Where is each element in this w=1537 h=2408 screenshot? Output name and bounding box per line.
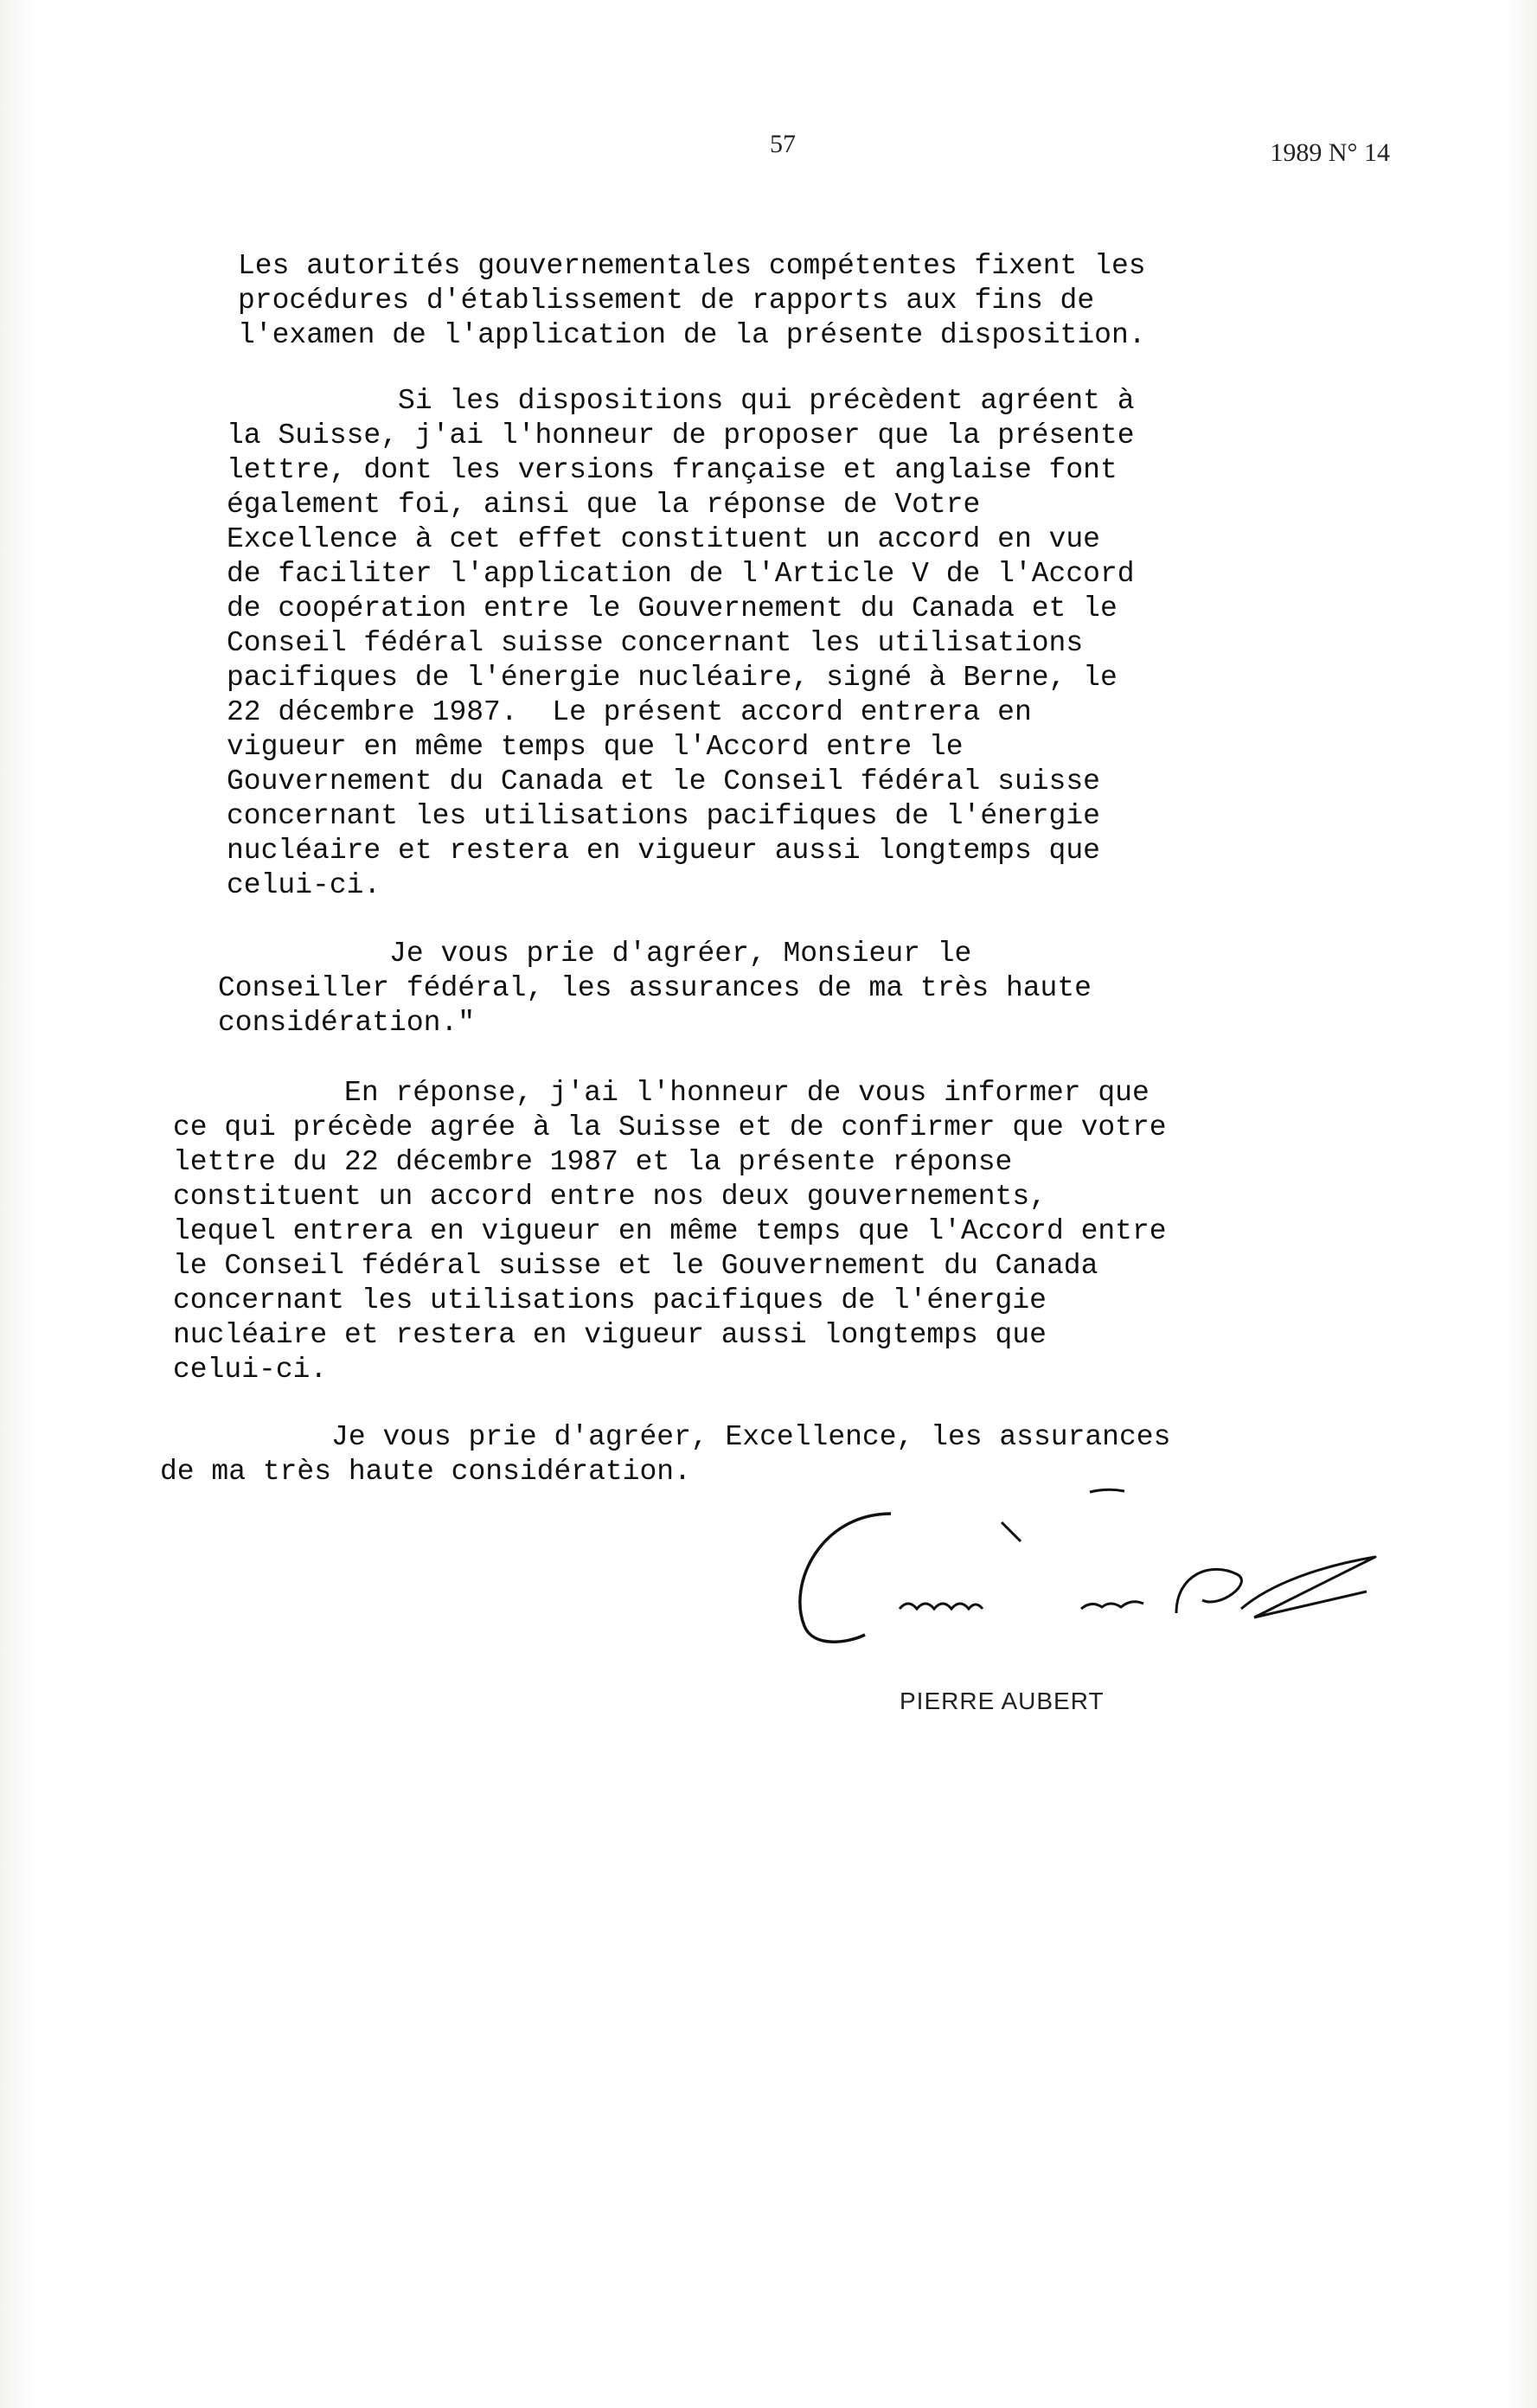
text-line: nucléaire et restera en vigueur aussi longtemps que: [227, 835, 1100, 867]
text-line: lequel entrera en vigueur en même temps que l'Accord entre: [173, 1215, 1167, 1247]
text-line: Excellence à cet effet constituent un accord en vue: [227, 523, 1100, 555]
text-line: procédures d'établissement de rapports aux fins de: [238, 285, 1095, 317]
paragraph-4: [173, 1076, 1167, 1387]
page-number: 57: [770, 130, 796, 158]
text-line: lettre, dont les versions française et anglaise font: [227, 454, 1118, 486]
text-line: Je vous prie d'agréer, Excellence, les assurances: [160, 1421, 1171, 1453]
text-line: de ma très haute considération.: [160, 1456, 691, 1488]
paragraph-1: [238, 249, 1146, 353]
text-line: de coopération entre le Gouvernement du Canada et le: [227, 592, 1118, 624]
paragraph-3: [218, 937, 1092, 1041]
text-line: Je vous prie d'agréer, Monsieur le: [218, 938, 972, 970]
text-line: pacifiques de l'énergie nucléaire, signé à Berne, le: [227, 662, 1118, 694]
text-line: celui-ci.: [227, 869, 381, 901]
text-line: En réponse, j'ai l'honneur de vous informer que: [173, 1077, 1150, 1109]
text-line: Gouvernement du Canada et le Conseil fédéral suisse: [227, 765, 1100, 797]
text-line: constituent un accord entre nos deux gouvernements,: [173, 1181, 1047, 1213]
text-line: considération.": [218, 1007, 476, 1039]
bleed-through-text: [1332, 796, 1505, 830]
text-line: de faciliter l'application de l'Article V de l'Accord: [227, 558, 1135, 590]
text-line: Si les dispositions qui précèdent agréent à: [227, 385, 1135, 417]
text-line: lettre du 22 décembre 1987 et la présente réponse: [173, 1146, 1013, 1178]
text-line: ce qui précède agrée à la Suisse et de confirmer que votre: [173, 1111, 1167, 1143]
handwritten-signature: [770, 1479, 1393, 1669]
text-line: Conseiller fédéral, les assurances de ma très haute: [218, 972, 1092, 1004]
signer-name: PIERRE AUBERT: [900, 1688, 1105, 1714]
document-reference: 1989 N° 14: [1270, 138, 1390, 167]
text-line: nucléaire et restera en vigueur aussi longtemps que: [173, 1319, 1047, 1351]
paragraph-2: [227, 384, 1135, 903]
text-line: vigueur en même temps que l'Accord entre le: [227, 731, 964, 763]
text-line: concernant les utilisations pacifiques de l'énergie: [173, 1284, 1047, 1316]
text-line: concernant les utilisations pacifiques de l'énergie: [227, 800, 1100, 832]
text-line: l'examen de l'application de la présente disposition.: [238, 319, 1146, 351]
text-line: 22 décembre 1987. Le présent accord entrera en: [227, 696, 1032, 728]
text-line: la Suisse, j'ai l'honneur de proposer que la présente: [227, 419, 1135, 452]
text-line: Conseil fédéral suisse concernant les utilisations: [227, 627, 1084, 659]
text-line: celui-ci.: [173, 1354, 328, 1386]
text-line: également foi, ainsi que la réponse de Votre: [227, 489, 981, 521]
text-line: le Conseil fédéral suisse et le Gouvernement du Canada: [173, 1250, 1098, 1282]
text-line: Les autorités gouvernementales compétentes fixent les: [238, 250, 1146, 282]
